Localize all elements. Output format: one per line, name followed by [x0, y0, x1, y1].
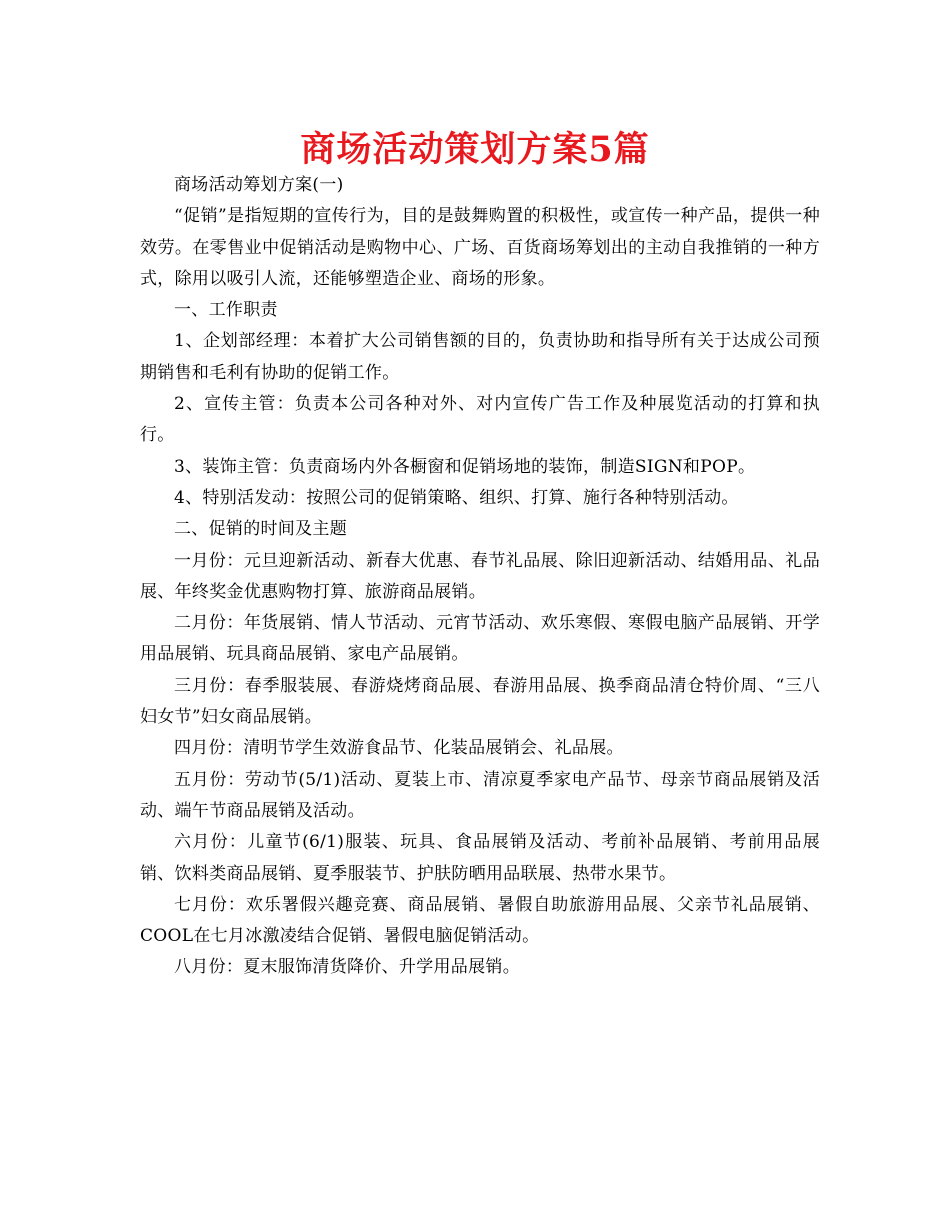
body-paragraph: 三月份：春季服装展、春游烧烤商品展、春游用品展、换季商品清仓特价周、“三八妇女节”妇女商品展销。	[140, 675, 820, 728]
section-heading: 商场活动筹划方案(一)	[174, 175, 344, 195]
section-heading: 二、促销的时间及主题	[174, 519, 347, 540]
section-heading: 一、工作职责	[174, 300, 278, 321]
body-paragraph: 一月份：元旦迎新活动、新春大优惠、春节礼品展、除旧迎新活动、结婚用品、礼品展、年终奖金优惠购物打算、旅游商品展销。	[140, 550, 820, 602]
body-paragraph: 五月份：劳动节(5/1)活动、夏装上市、清凉夏季家电产品节、母亲节商品展销及活动、端午节商品展销及活动。	[140, 769, 820, 821]
body-paragraph: 八月份：夏末服饰清货降价、升学用品展销。	[174, 957, 520, 978]
document-title: 商场活动策划方案5篇	[300, 129, 650, 170]
body-paragraph: “促销”是指短期的宣传行为，目的是鼓舞购置的积极性，或宣传一种产品，提供一种效劳。在零售业中促销活动是购物中心、广场、百货商场筹划出的主动自我推销的一种方式，除用以吸引人流，还能够塑造企业、商场的形象。	[140, 206, 820, 289]
body-paragraph: 1、企划部经理：本着扩大公司销售额的目的，负责协助和指导所有关于达成公司预期销售和毛利有协助的促销工作。	[140, 331, 820, 383]
body-paragraph: 二月份：年货展销、情人节活动、元宵节活动、欢乐寒假、寒假电脑产品展销、开学用品展销、玩具商品展销、家电产品展销。	[140, 613, 820, 665]
document-body	[140, 170, 820, 984]
body-paragraph: 4、特别活发动：按照公司的促销策略、组织、打算、施行各种特别活动。	[174, 487, 739, 508]
body-paragraph: 3、装饰主管：负责商场内外各橱窗和促销场地的装饰，制造SIGN和POP。	[174, 456, 756, 477]
body-paragraph: 六月份：儿童节(6/1)服装、玩具、食品展销及活动、考前补品展销、考前用品展销、饮料类商品展销、夏季服装节、护肤防晒用品联展、热带水果节。	[140, 832, 820, 884]
body-paragraph: 七月份：欢乐署假兴趣竞赛、商品展销、暑假自助旅游用品展、父亲节礼品展销、COOL在七月冰激凌结合促销、暑假电脑促销活动。	[140, 894, 820, 947]
body-paragraph: 2、宣传主管：负责本公司各种对外、对内宣传广告工作及种展览活动的打算和执行。	[140, 394, 820, 446]
body-paragraph: 四月份：清明节学生效游食品节、化装品展销会、礼品展。	[174, 738, 624, 759]
